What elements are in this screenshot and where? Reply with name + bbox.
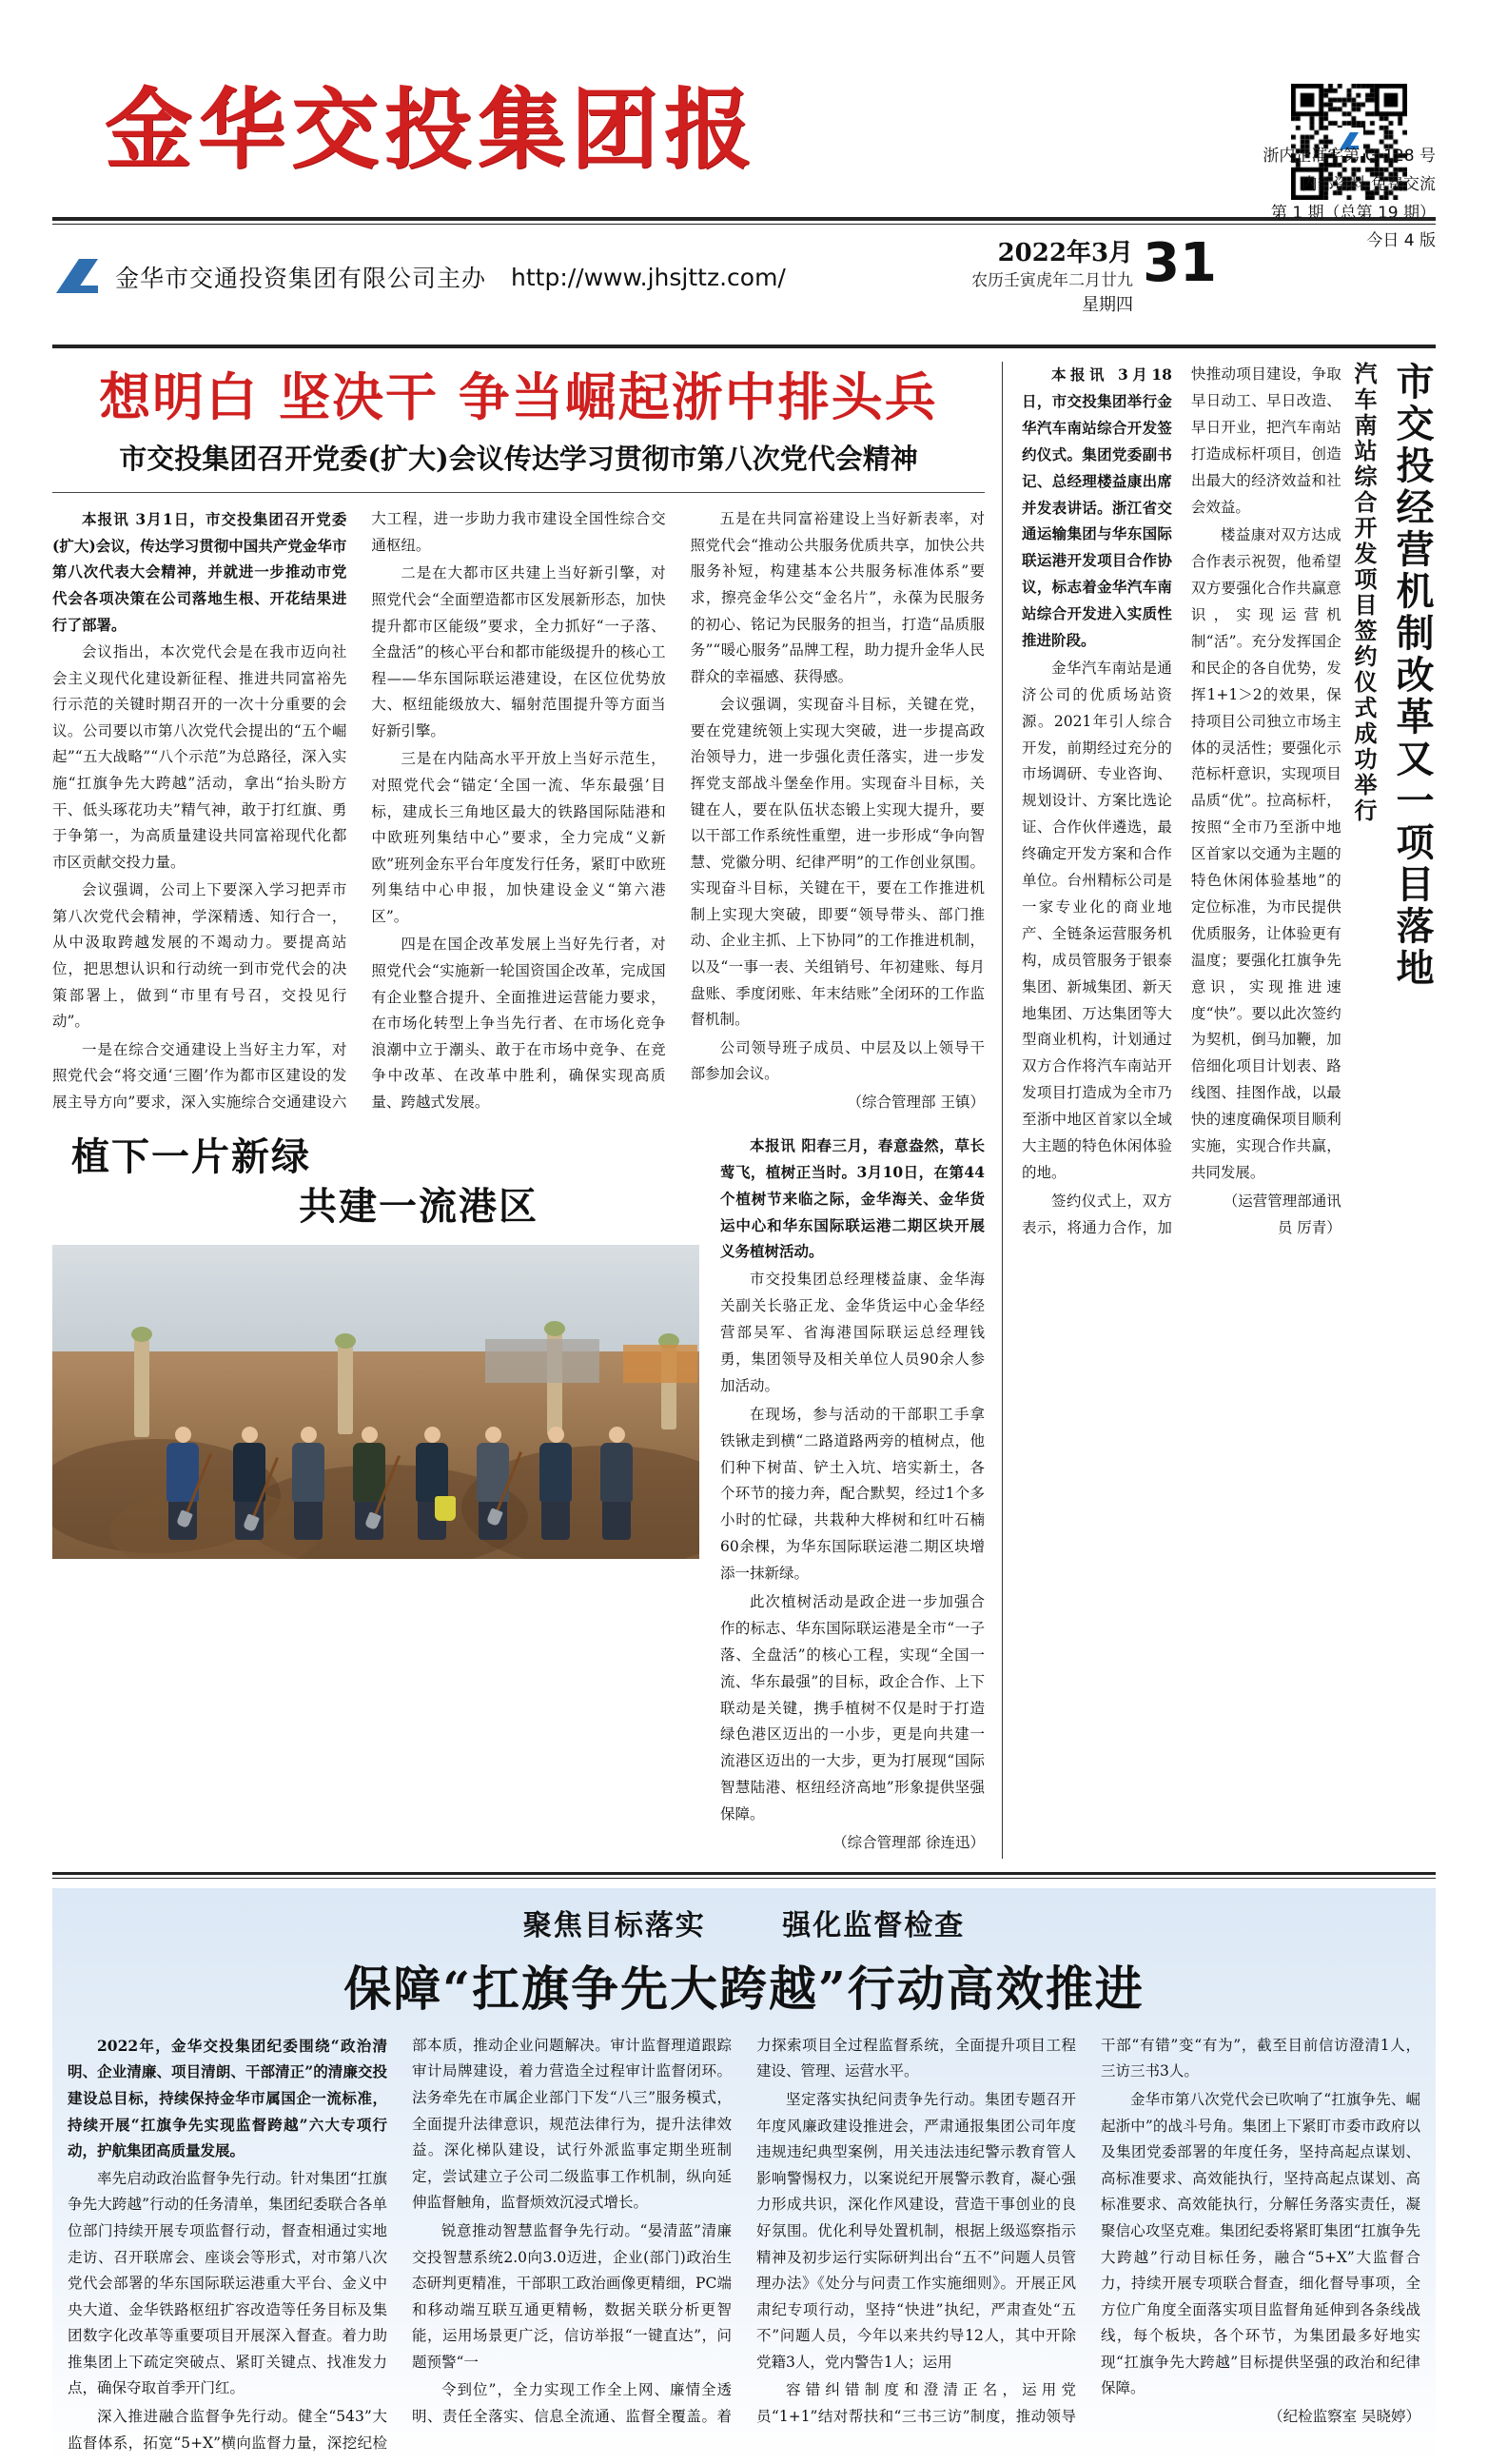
photo-paragraph-2: 在现场，参与活动的干部职工手拿铁锹走到横“二路道路两旁的植树点，他们种下树苗、铲土入坑、培实新土，各个环节的接力奔，配合默契，经过1个多小时的忙碌，共栽种大桦树和红叶石楠60余棵，为华东国际联运港二期区块增添一抹新绿。 — [720, 1405, 985, 1583]
photo-paragraph-1: 市交投集团总经理楼益康、金华海关副关长骆正龙、金华货运中心金华经营部吴军、省海港国际联运总经理钱勇，集团领导及相关单位人员90余人参加活动。 — [720, 1271, 985, 1394]
left-column — [52, 362, 1002, 1859]
bottom-paragraph-6: 容错纠错制度和澄清正名，运用党员“1+1”结对帮扶和“三书三访”制度，推动领导干部“有错”变“有为”，截至目前信访澄清1人，三访三书3人。 — [756, 2036, 1420, 2425]
nameplate-rule — [52, 345, 1436, 348]
bottom-headline: 保障“扛旗争先大跨越”行动高效推进 — [343, 1960, 1145, 2017]
lead-paragraph-2: 会议强调，公司上下要深入学习把弄市第八次党代会精神，学深精透、知行合一，从中汲取跨越发展的不竭动力。要提高站位，把思想认识和行动统一到市党代会的决策部署上，做到“市里有号召，交投见行动”。 — [52, 881, 347, 1031]
lead-paragraph-6: 四是在国企改革发展上当好先行者，对照党代会“实施新一轮国资国企改革，完成国有企业整合提升、全面推进运营能力要求，在市场化转型上争当先行者、在市场化竞争浪潮中立于潮头、敢于在市场中竞争、在竞争中改革、在改革中胜利，确保实现高质量、跨越式发展。 — [371, 936, 666, 1111]
lead-paragraph-5: 三是在内陆高水平开放上当好示范生，对照党代会“锚定‘全国一流、华东最强’目标，建成长三角地区最大的铁路国际陆港和中欧班列集结中心”要求，全力完成“义新欧”班列金东平台年度发行任务，紧盯中欧班列集结中心申报，加快建设金义“第六港区”。 — [371, 750, 666, 925]
bottom-paragraph-5: 坚定落实执纪问责争先行动。集团专题召开年度风廉政建设推进会，严肃通报集团公司年度违规违纪典型案例，用关违法违纪警示教育管人影响警惕权力，以案说纪开展警示教育，凝心强力形成共识，深化作风建设，营造干事创业的良好氛围。优化利导处置机制，根据上级巡察指示精神及初步运行实际研判出台“五不”问题人员管理办法》《处分与问责工作实施细则》。开展正风肃纪专项行动，坚持“快进”执纪，严肃查处“五不”问题人员，今年以来共约导12人，其中开除党籍3人，党内警告1人；运用 — [756, 2091, 1076, 2371]
photo-story-left — [52, 1133, 699, 1859]
masthead — [52, 38, 1436, 200]
bottom-paragraph-7: 金华市第八次党代会已吹响了“扛旗争先、崛起浙中”的战斗号角。集团上下紧盯市委市政府以及集团党委部署的年度任务，坚持高起点谋划、高标准要求、高效能执行，坚持高起点谋划、高标准要求、高效能执行，分解任务落实责任，凝聚信心攻坚克难。集团纪委将紧盯集团“扛旗争先大跨越”行动目标任务，融合“5+X”大监督合力，持续开展专项联合督查，细化督导事项，全方位广角度全面落实项目监督角延伸到各条线战线，每个板块，各个环节，为集团最多好地实现“扛旗争先大跨越”目标提供坚强的政治和纪律保障。 — [1101, 2091, 1420, 2397]
lead-paragraph-9: 公司领导班子成员、中层及以上领导干部参加会议。 — [690, 1038, 985, 1083]
day-number: 31 — [1143, 232, 1217, 294]
photo-byline: （综合管理部 徐连迅） — [832, 1834, 985, 1852]
masthead-rule — [52, 217, 1436, 221]
headline-divider — [52, 492, 985, 493]
right-vertical-headline: 市交投经营机制改革又一项目落地 — [1390, 362, 1435, 991]
lead-paragraph-8: 会议强调，实现奋斗目标，关键在党，要在党建统领上实现大突破，进一步提高政治领导力，进一步强化责任落实，进一步发挥党支部战斗堡垒作用。实现奋斗目标，关键在人，要在队伍状态锻上实现大提升，要以干部工作系统性重塑，进一步形成“争向智慧、党徽分明、纪律严明”的工作创业氛围。实现奋斗目标，关键在干，要在工作推进机制上实现大突破，即要“领导带头、部门推动、企业主抓、上下协同”的工作推进机制，以及“一事一表、关组销号、年初建账、每月盘账、季度闭账、年末结账”全闭环的工作监督机制。 — [690, 696, 985, 1029]
photo-title-line1: 植下一片新绿 — [71, 1133, 311, 1179]
issue-date-block — [971, 232, 1217, 316]
right-story-body — [1022, 362, 1341, 1242]
photo-story-text — [699, 1133, 985, 1859]
lead-subheadline: 市交投集团召开党委(扩大)会议传达学习贯彻市第八次党代会精神 — [119, 443, 918, 476]
bottom-divider-thin — [52, 1878, 1436, 1879]
right-paragraph-1: 金华汽车南站是通济公司的优质场站资源。2021年引人综合开发，前期经过充分的市场调研、专业咨询、规划设计、方案比选论证、合作伙伴遴选，最终确定开发方案和合作单位。台州精标公司是一家专业化的商业地产、全链条运营服务机构，成员管服务于银泰集团、新城集团、新天地集团、万达集团等大型商业机构，计划通过双方合作将汽车南站开发项目打造成为全市乃至浙中地区首家以全域大主题的特色休闲体验的地。 — [1022, 659, 1172, 1181]
issue-meta-line-1: 内部资料 免费交流 — [1301, 174, 1436, 194]
bottom-byline: （纪检监察室 吴晓婷） — [1268, 2408, 1420, 2425]
bottom-paragraph-2: 深入推进融合监督争先行动。健全“543”大监督体系，拓宽“5+X”横向监督力量，深挖纪检部本质，推动企业问题解决。审计监督理道跟踪审计局牌建设，着力营造全过程审计监督闭环。法务牵先在市属企业部门下发“八三”服务模式，全面提升法律意识，规范法律行为，提升法律效益。深化梯队建设，试行外派监事定期坐班制定，尝试建立子公司二级监事工作机制，纵向延伸监督触角，监督烦效沉浸式增长。 — [68, 2036, 732, 2452]
bottom-divider — [52, 1872, 1436, 1875]
right-paragraph-3: 楼益康对双方达成合作表示祝贺，他希望双方要强化合作共赢意识，实现运营机制“活”。充分发挥国企和民企的各自优势，发挥1+1＞2的效果，保持项目公司独立市场主体的灵活性；要强化示范标杆意识，实现项目品质“优”。拉高标杆，按照“全市乃至浙中地区首家以交通为主题的特色休闲体验基地”的定位标准，为市民提供优质服务，让体验更有温度；要强化扛旗争先意识，实现推进速度“快”。要以此次签约为契机，倒马加鞭，加倍细化项目计划表、路线图、挂图作战，以最快的速度确保项目顺利实施，实现合作共赢，共同发展。 — [1190, 526, 1341, 1181]
photo-paragraph-0: 本报讯 阳春三月，春意盎然，草长莺飞，植树正当时。3月10日，在第44个植树节来临之际，金华海关、金华货运中心和华东国际联运港二期区块开展义务植树活动。 — [720, 1135, 985, 1261]
main-content — [52, 362, 1436, 1859]
tree-planting-photo — [52, 1245, 699, 1559]
bottom-paragraph-1: 率先启动政治监督争先行动。针对集团“扛旗争先大跨越”行动的任务清单，集团纪委联合各单位部门持续开展专项监督行动，督查相通过实地走访、召开联席会、座谈会等形式，对市第八次党代会部署的华东国际联运港重大平台、金义中央大道、金华铁路枢纽扩容改造等任务目标及集团数字化改革等重要项目开展深入督查。着力助推集团上下疏定突破点、紧盯关键点、找准发力点，确保夺取首季开门红。 — [68, 2169, 387, 2397]
bottom-paragraph-3: 锐意推动智慧监督争先行动。“晏清蓝”清廉交投智慧系统2.0向3.0迈进，企业(部门)政治生态研判更精准，干部职工政治画像更精细，PC端和移动端互联互通更精畅，数据关联分析更智能，运用场景更广泛，信访举报“一键直达”，问题预警“一 — [412, 2221, 732, 2371]
lead-paragraph-1: 会议指出，本次党代会是在我市迈向社会主义现代化建设新征程、推进共同富裕先行示范的关键时期召开的一次十分重要的会议。公司要以市第八次党代会提出的“五个崛起”“五大战略”“八个示范”为总路径，深入实施“扛旗争先大跨越”活动，拿出“抬头盼方干、低头琢花功夫”精气神，敢于打红旗、勇于争第一，为高质量建设共同富裕现代化都市区贡献交投力量。 — [52, 643, 347, 871]
lunar-date: 农历壬寅虎年二月廿九 — [971, 270, 1134, 290]
lead-headline: 想明白 坚决干 争当崛起浙中排头兵 — [99, 366, 938, 428]
right-paragraph-0: 本报讯 3月18日，市交投集团举行金华汽车南站综合开发签约仪式。集团党委副书记、总经理楼益康出席并发表讲话。浙江省交通运输集团与华东国际联运港开发项目合作协议，标志着金华汽车南站综合开发进入实质性推进阶段。 — [1022, 365, 1172, 650]
right-vertical-subheadline: 汽车南站综合开发项目签约仪式成功举行 — [1350, 362, 1378, 825]
lead-byline: （综合管理部 王镇） — [847, 1093, 985, 1111]
weekday: 星期四 — [1082, 295, 1134, 316]
issue-meta-line-0: 浙内企准字第 G-128 号 — [1263, 147, 1436, 166]
lead-paragraph-7: 五是在共同富裕建设上当好新表率，对照党代会“推动公共服务优质共享，加快公共服务补短，构建基本公共服务标准体系”要求，擦亮金华公交“金名片”，永葆为民服务的初心、铭记为民服务的担当，打造“品质服务”“暖心服务”品牌工程，助力提升金华人民群众的幸福感、获得感。 — [690, 510, 985, 685]
gregorian-date: 2022年3月 — [997, 239, 1134, 267]
lead-story-body — [52, 506, 985, 1117]
bottom-paragraph-4: 令到位”，全力实现工作全上网、廉情全透明、责任全落实、信息全流通、监督全覆盖。着力探索项目全过程监督系统，全面提升项目工程建设、管理、运营水平。 — [412, 2036, 1076, 2425]
right-byline: （运营管理部通讯员 厉青） — [1223, 1192, 1341, 1236]
nameplate-bar — [52, 147, 1436, 327]
bottom-kicker — [62, 1902, 1426, 1943]
photo-paragraph-3: 此次植树活动是政企进一步加强合作的标志、华东国际联运港是全市“一子落、全盘活”的核心工程，实现“全国一流、华东最强”的目标，政企合作、上下联动是关键，携手植树不仅是时于打造绿色港区迈出的一小步，更是向共建一流港区迈出的一大步，更为打展现“国际智慧陆港、枢纽经济高地”形象提供坚强保障。 — [720, 1593, 985, 1823]
issue-meta-line-2: 第 1 期（总第 19 期） — [1270, 203, 1436, 223]
lead-paragraph-0: 本报讯 3月1日，市交投集团召开党委(扩大)会议，传达学习贯彻中国共产党金华市第八次代表大会精神，并就进一步推动市党代会各项决策在公司落地生根、开花结果进行了部署。 — [52, 510, 347, 634]
company-logo-icon — [52, 255, 102, 299]
bottom-story — [52, 1888, 1436, 2464]
website-url[interactable]: http://www.jhsjttz.com/ — [511, 263, 786, 291]
right-paragraph-2: 签约仪式上，双方表示，将通力合作，加快推动项目建设，争取早日动工、早日改造、早日开业，把汽车南站打造成标杆项目，创造出最大的经济效益和社会效益。 — [1022, 365, 1341, 1236]
photo-story-title — [52, 1133, 699, 1232]
bottom-story-body — [62, 2033, 1426, 2456]
photo-title-line2: 共建一流港区 — [299, 1183, 538, 1229]
publisher-name: 金华市交通投资集团有限公司主办 — [115, 265, 487, 293]
bottom-kicker-right: 强化监督检查 — [782, 1908, 966, 1942]
photo-story — [52, 1133, 985, 1859]
newspaper-title: 金华交投集团报 — [105, 78, 758, 181]
right-column — [1002, 362, 1436, 1859]
bottom-paragraph-0: 2022年，金华交投集团纪委围绕“政治清明、企业清廉、项目清朗、干部清正”的清廉交投建设总目标，持续保持金华市属国企一流标准，持续开展“扛旗争先实现监督跨越”六大专项行动，护航集团高质量发展。 — [68, 2036, 387, 2160]
lead-paragraph-3: 一是在综合交通建设上当好主力军，对照党代会“将交通‘三圈’作为都市区建设的发展主导方向”要求，深入实施综合交通建设六大工程，进一步助力我市建设全国性综合交通枢纽。 — [52, 510, 666, 1111]
issue-meta — [1263, 143, 1436, 256]
lead-paragraph-4: 二是在大都市区共建上当好新引擎，对照党代会“全面塑造都市区发展新形态，加快提升都市区能级”要求，全力抓好“一子落、全盘活”的核心平台和都市能级提升的核心工程——华东国际联运港建设，在区位优势放大、枢纽能级放大、辐射范围提升等方面当好新引擎。 — [371, 564, 666, 739]
bottom-kicker-left: 聚焦目标落实 — [522, 1908, 706, 1942]
issue-meta-line-3: 今日 4 版 — [1366, 231, 1436, 251]
